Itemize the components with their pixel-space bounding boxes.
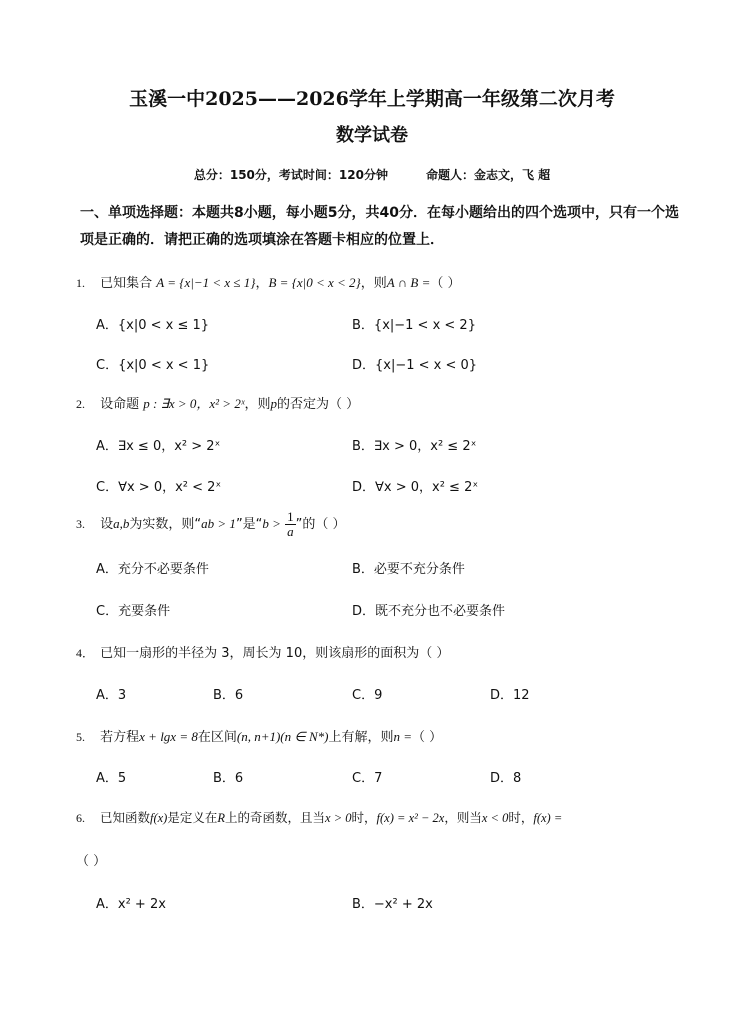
math-expr: A ∩ B = [386,275,431,290]
math-expr: R [217,811,226,825]
math-expr: a,b [113,516,130,531]
question-text: 设命题 [100,397,140,412]
question-text: （ ） [412,730,443,745]
option-a: A．5 [96,771,127,786]
option-b: B．6 [213,688,244,703]
option-d: D．既不充分也不必要条件 [352,604,506,619]
question-text: 是定义在 [167,810,218,825]
math-expr: ab > 1 [201,516,236,531]
math-expr: f(x) = x² − 2x [376,811,445,825]
option-d: D．∀x > 0，x² ≤ 2ˣ [352,480,479,495]
question-6 [76,808,562,826]
math-expr: p [270,396,278,411]
question-number: 4． [76,646,95,660]
question-text: 若方程 [100,730,140,745]
question-text: 在区间 [197,730,237,745]
question-text: 已知函数 [99,810,150,825]
math-expr: f(x) [150,811,168,825]
total-score-text: 总分：150分，考试时间：120分钟 [193,168,388,182]
math-expr: x > 0 [325,811,352,825]
exam-subtitle: 数学试卷 [336,125,408,146]
option-c: C．{x|0 < x < 1} [96,358,210,373]
fraction-numerator: 1 [287,509,294,524]
question-number: 6. [76,811,85,825]
option-d: D．8 [490,771,522,786]
option-b: B．∃x > 0，x² ≤ 2ˣ [352,439,477,454]
question-text: ”的（ ） [295,517,346,532]
question-number: 1. [76,276,85,290]
exam-meta [0,166,744,183]
question-6-paren: （ ） [76,854,107,869]
question-text: 时， [351,810,377,825]
exam-title: 玉溪一中2025——2026学年上学期高一年级第二次月考 [129,88,615,110]
option-a: A．充分不必要条件 [96,562,209,577]
question-text: 时， [508,810,534,825]
question-text: 上的奇函数，且当 [225,810,326,825]
question-text: ”是“ [235,517,263,532]
math-expr: x < 0 [481,811,509,825]
question-text: （ ） [430,276,461,291]
fraction [285,510,296,539]
question-text: ， [255,276,269,291]
option-c: C．∀x > 0，x² < 2ˣ [96,480,222,495]
option-d: D．{x|−1 < x < 0} [352,358,478,373]
question-number: 2. [76,397,85,411]
option-d: D．12 [490,688,530,703]
question-2 [76,393,359,412]
math-expr: f(x) = [533,811,563,825]
math-expr: A = {x|−1 < x ≤ 1} [156,275,256,290]
question-text: 的否定为（ ） [277,397,360,412]
fraction-denominator: a [287,524,294,539]
question-text: 已知一扇形的半径为 3，周长为 10，则该扇形的面积为（ ） [100,646,450,661]
question-3 [76,510,345,539]
math-expr: n = [393,729,413,744]
question-text: ，则当 [444,810,482,825]
math-expr: p : ∃x > 0，x² > 2ˣ [143,396,245,411]
option-a: A．3 [96,688,127,703]
question-5 [76,726,442,745]
option-b: B．必要不充分条件 [352,562,465,577]
question-text: ，则 [360,276,387,291]
option-a: A．{x|0 < x ≤ 1} [96,318,210,333]
option-c: C．充要条件 [96,604,171,619]
option-b: B．{x|−1 < x < 2} [352,318,476,333]
math-expr: B = {x|0 < x < 2} [268,275,361,290]
question-number: 3. [76,517,85,531]
question-text: 设 [100,517,114,532]
option-a: A．x² + 2x [96,897,166,912]
math-expr: (n, n+1)(n ∈ N*) [236,729,329,744]
math-expr: x + lgx = 8 [139,729,198,744]
author-text: 命题人：金志文，飞 超 [425,168,551,182]
question-4 [76,642,449,661]
option-b: B．6 [213,771,244,786]
section-instructions: 一、单项选择题：本题共8小题，每小题5分，共40分．在每小题给出的四个选项中，只有一个选项是正确的．请把正确的选项填涂在答题卡相应的位置上． [80,205,679,248]
option-b: B．−x² + 2x [352,897,433,912]
option-a: A．∃x ≤ 0，x² > 2ˣ [96,439,221,454]
question-text: 为实数，则“ [129,517,202,532]
question-text: ，则 [244,397,271,412]
question-number: 5. [76,730,85,744]
math-expr: b > [262,516,281,531]
option-c: C．7 [352,771,383,786]
question-text: 上有解，则 [328,730,394,745]
question-1 [76,272,460,291]
option-c: C．9 [352,688,383,703]
question-text: 已知集合 [100,276,153,291]
